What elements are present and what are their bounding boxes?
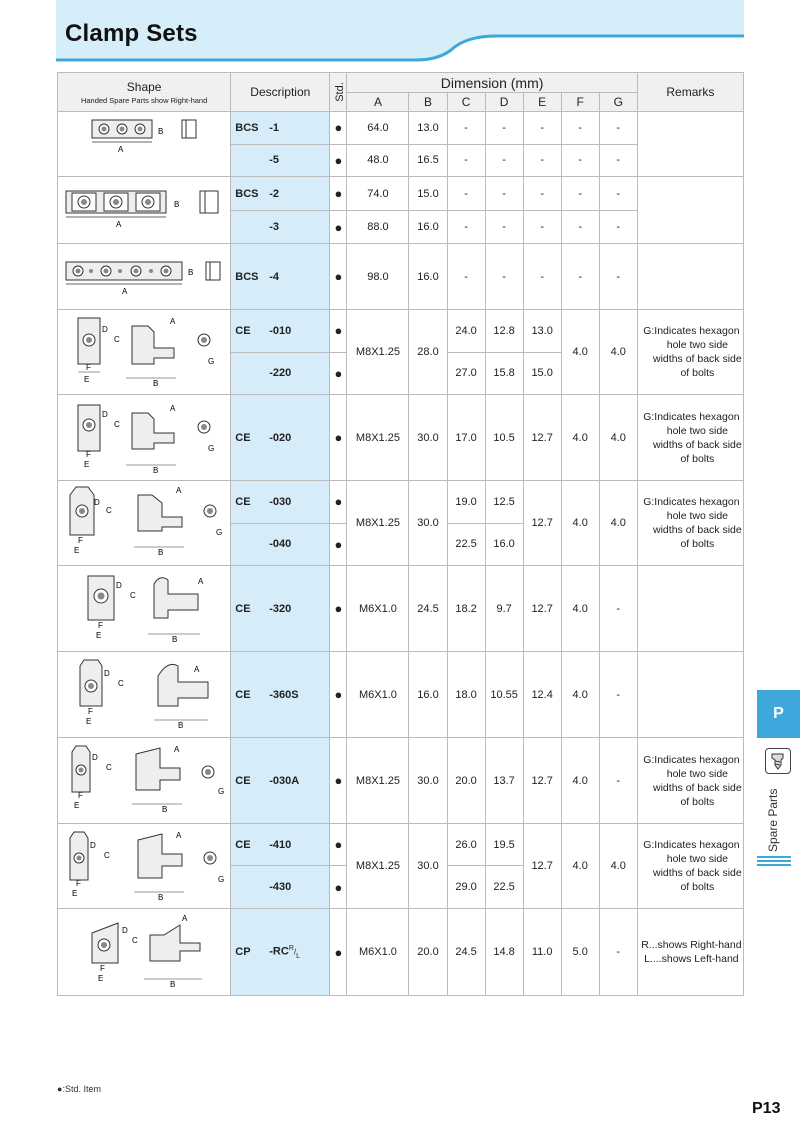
shape-ce-360s xyxy=(58,652,231,738)
svg-text:C: C xyxy=(132,936,138,945)
header-dimension: Dimension (mm) xyxy=(347,73,637,93)
svg-text:B: B xyxy=(158,127,164,136)
svg-text:C: C xyxy=(106,506,112,515)
svg-text:E: E xyxy=(74,546,80,555)
svg-text:F: F xyxy=(98,621,103,630)
header-remarks: Remarks xyxy=(637,73,743,112)
svg-text:D: D xyxy=(94,498,100,507)
svg-text:G: G xyxy=(216,528,223,537)
shape-bcs-4 xyxy=(58,244,231,310)
svg-text:D: D xyxy=(102,325,108,334)
svg-text:C: C xyxy=(106,763,112,772)
side-label: Spare Parts xyxy=(766,788,780,852)
svg-text:B: B xyxy=(178,721,184,730)
svg-text:B: B xyxy=(188,268,194,277)
svg-text:D: D xyxy=(102,410,108,419)
header-dim-d: D xyxy=(485,93,523,112)
svg-text:D: D xyxy=(116,581,122,590)
shape-cp-rc xyxy=(58,909,231,996)
svg-text:A: A xyxy=(118,145,124,154)
svg-text:B: B xyxy=(174,200,180,209)
desc-bcs-1: BCS -1 xyxy=(231,112,330,145)
svg-text:A: A xyxy=(194,665,200,674)
table-row: A B BCS -1 ● 64.0 13.0 - - - - - xyxy=(58,112,744,145)
svg-text:F: F xyxy=(86,363,91,372)
svg-text:B: B xyxy=(158,548,164,557)
shape-note: Handed Spare Parts show Right-hand xyxy=(80,95,208,105)
table-row: D C F E B A G CE -410 ● M8X1.25 30.0 26.0 19.5 12.7 4.0 4.0 G:Indicates hexagon hole two side widths of back side of bolts xyxy=(58,824,744,866)
table-row: D C F E B A CE -320 ● M6X1.0 24.5 18.2 9.7 12.7 4.0 - xyxy=(58,566,744,652)
svg-text:D: D xyxy=(104,669,110,678)
shape-ce-030a xyxy=(58,738,231,824)
svg-text:B: B xyxy=(170,980,176,989)
svg-text:A: A xyxy=(176,831,182,840)
svg-text:E: E xyxy=(84,375,90,384)
table-row: A B BCS -4 ● 98.0 16.0 - - - - - xyxy=(58,244,744,310)
table-row: -040 ● 22.5 16.0 xyxy=(58,523,744,566)
svg-text:C: C xyxy=(114,420,120,429)
svg-text:F: F xyxy=(88,707,93,716)
svg-text:A: A xyxy=(182,914,188,923)
header-dim-a: A xyxy=(347,93,409,112)
svg-text:D: D xyxy=(92,753,98,762)
shape-bcs-2-3 xyxy=(58,177,231,244)
header-dim-g: G xyxy=(599,93,637,112)
svg-text:F: F xyxy=(86,450,91,459)
svg-text:A: A xyxy=(170,404,176,413)
table-row: A B BCS -2 ● 74.0 15.0 - - - - - xyxy=(58,177,744,211)
svg-text:G: G xyxy=(208,444,215,453)
section-tab-p[interactable]: P xyxy=(757,690,800,738)
table-row: -5 ● 48.0 16.5 - - - - - xyxy=(58,144,744,177)
svg-text:A: A xyxy=(198,577,204,586)
table-row: D C F E B A G CE -010 ● M8X1.25 28.0 24.0 12.8 13.0 4.0 4.0 G:Indicates hexagon hole two side widths of back side of bolts xyxy=(58,310,744,353)
remarks-hex: G:Indicates hexagon hole two side widths of back side of bolts xyxy=(637,310,743,395)
svg-text:F: F xyxy=(100,964,105,973)
table-row: -220 ● 27.0 15.8 15.0 xyxy=(58,352,744,395)
svg-text:A: A xyxy=(170,317,176,326)
svg-text:E: E xyxy=(74,801,80,810)
svg-text:B: B xyxy=(153,466,159,475)
table-row: -430 ● 29.0 22.5 xyxy=(58,866,744,909)
svg-text:F: F xyxy=(78,791,83,800)
svg-text:A: A xyxy=(122,287,128,296)
shape-ce-320 xyxy=(58,566,231,652)
shape-ce-010-220 xyxy=(58,310,231,395)
svg-text:E: E xyxy=(72,889,78,898)
table-row: -3 ● 88.0 16.0 - - - - - xyxy=(58,211,744,244)
svg-text:E: E xyxy=(98,974,104,983)
svg-text:A: A xyxy=(116,220,122,229)
header-std: Std. xyxy=(330,73,347,112)
table-row: D C F E B A CP $-RC^R/_L$ ● M6X1.0 20.0 24.5 14.8 11.0 5.0 - R...shows Right-hand L....shows Left-hand xyxy=(58,909,744,996)
shape-bcs-1-5 xyxy=(58,112,231,177)
svg-text:E: E xyxy=(84,460,90,469)
svg-text:D: D xyxy=(122,926,128,935)
svg-text:B: B xyxy=(172,635,178,644)
svg-text:G: G xyxy=(218,787,225,796)
header-dim-c: C xyxy=(447,93,485,112)
table-row: D C F E B A G CE -030A ● M8X1.25 30.0 20.0 13.7 12.7 4.0 - G:Indicates hexagon hole two side widths of back side of bolts xyxy=(58,738,744,824)
svg-text:F: F xyxy=(78,536,83,545)
svg-text:E: E xyxy=(96,631,102,640)
footnote: ●:Std. Item xyxy=(57,1084,101,1094)
svg-text:C: C xyxy=(114,335,120,344)
svg-text:A: A xyxy=(176,486,182,495)
header-dim-b: B xyxy=(409,93,447,112)
svg-text:C: C xyxy=(130,591,136,600)
svg-text:C: C xyxy=(118,679,124,688)
svg-text:G: G xyxy=(218,875,225,884)
page-title: Clamp Sets xyxy=(65,20,198,47)
shape-ce-020 xyxy=(58,395,231,481)
header-shape: Shape Handed Spare Parts show Right-hand xyxy=(58,73,231,112)
table-row: D C F E B A CE -360S ● M6X1.0 16.0 18.0 10.55 12.4 4.0 - xyxy=(58,652,744,738)
svg-text:F: F xyxy=(76,879,81,888)
svg-text:B: B xyxy=(158,893,164,902)
header-dim-e: E xyxy=(523,93,561,112)
svg-text:B: B xyxy=(162,805,168,814)
svg-text:C: C xyxy=(104,851,110,860)
svg-text:D: D xyxy=(90,841,96,850)
page-number: P13 xyxy=(752,1100,781,1117)
svg-text:G: G xyxy=(208,357,215,366)
svg-text:A: A xyxy=(174,745,180,754)
screw-icon xyxy=(765,748,791,774)
svg-text:B: B xyxy=(153,379,159,388)
table-row: D C F E B A G CE -020 ● M8X1.25 30.0 17.0 10.5 12.7 4.0 4.0 G:Indicates hexagon hole two side widths of back side of bolts xyxy=(58,395,744,481)
header-description: Description xyxy=(231,73,330,112)
clamp-sets-table xyxy=(57,72,744,996)
shape-ce-410-430 xyxy=(58,824,231,909)
table-row: D C F E B A G CE -030 ● M8X1.25 30.0 19.0 12.5 12.7 4.0 4.0 G:Indicates hexagon hole two side widths of back side of bolts xyxy=(58,481,744,524)
shape-ce-030-040 xyxy=(58,481,231,566)
header-dim-f: F xyxy=(561,93,599,112)
side-bars xyxy=(757,856,791,868)
desc-bcs-5: -5 xyxy=(231,144,330,177)
remarks-cp: R...shows Right-hand L....shows Left-hand xyxy=(637,909,743,996)
svg-text:E: E xyxy=(86,717,92,726)
